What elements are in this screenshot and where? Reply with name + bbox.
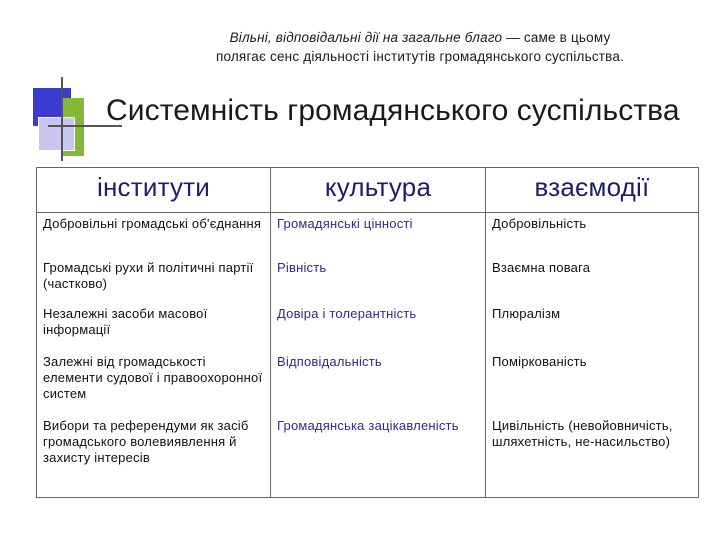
epigraph-line2: полягає сенс діяльності інститутів громадянського суспільства. <box>215 49 625 64</box>
cell-culture: Довіра і толерантність <box>271 303 486 351</box>
epigraph-italic: Вільні, відповідальні дії на загальне благо <box>229 30 503 45</box>
epigraph-line1-rest: — саме в цьому <box>502 30 611 45</box>
cell-culture: Громадянська зацікавленість <box>271 415 486 498</box>
cell-institution: Залежні від громадськості елементи судової і правоохоронної систем <box>37 351 271 415</box>
cell-interaction: Цивільність (невойовничість, шляхетність, не-насильство) <box>486 415 699 498</box>
table-row <box>37 213 699 258</box>
cell-institution: Вибори та референдуми як засіб громадського волевиявлення й захисту інтересів <box>37 415 271 498</box>
cell-culture: Рівність <box>271 257 486 303</box>
table-row <box>37 303 699 351</box>
cell-interaction: Плюралізм <box>486 303 699 351</box>
epigraph-quote <box>150 28 690 66</box>
decor-lilac-square <box>38 117 75 151</box>
table-row <box>37 415 699 498</box>
cell-institution: Добровільні громадські об'єднання <box>37 213 271 258</box>
header-institutions: інститути <box>37 168 271 213</box>
table-row <box>37 257 699 303</box>
header-interactions: взаємодії <box>486 168 699 213</box>
cell-culture: Відповідальність <box>271 351 486 415</box>
slide-title: Системність громадянського суспільства <box>106 94 680 127</box>
cell-culture: Громадянські цінності <box>271 213 486 258</box>
table-header-row <box>37 168 699 213</box>
cell-interaction: Поміркованість <box>486 351 699 415</box>
decor-vertical-line <box>61 77 63 161</box>
cell-institution: Незалежні засоби масової інформації <box>37 303 271 351</box>
cell-interaction: Взаємна повага <box>486 257 699 303</box>
cell-interaction: Добровільність <box>486 213 699 258</box>
table-row <box>37 351 699 415</box>
cell-institution: Громадські рухи й політичні партії (частково) <box>37 257 271 303</box>
header-culture: культура <box>271 168 486 213</box>
civil-society-table <box>36 167 699 498</box>
